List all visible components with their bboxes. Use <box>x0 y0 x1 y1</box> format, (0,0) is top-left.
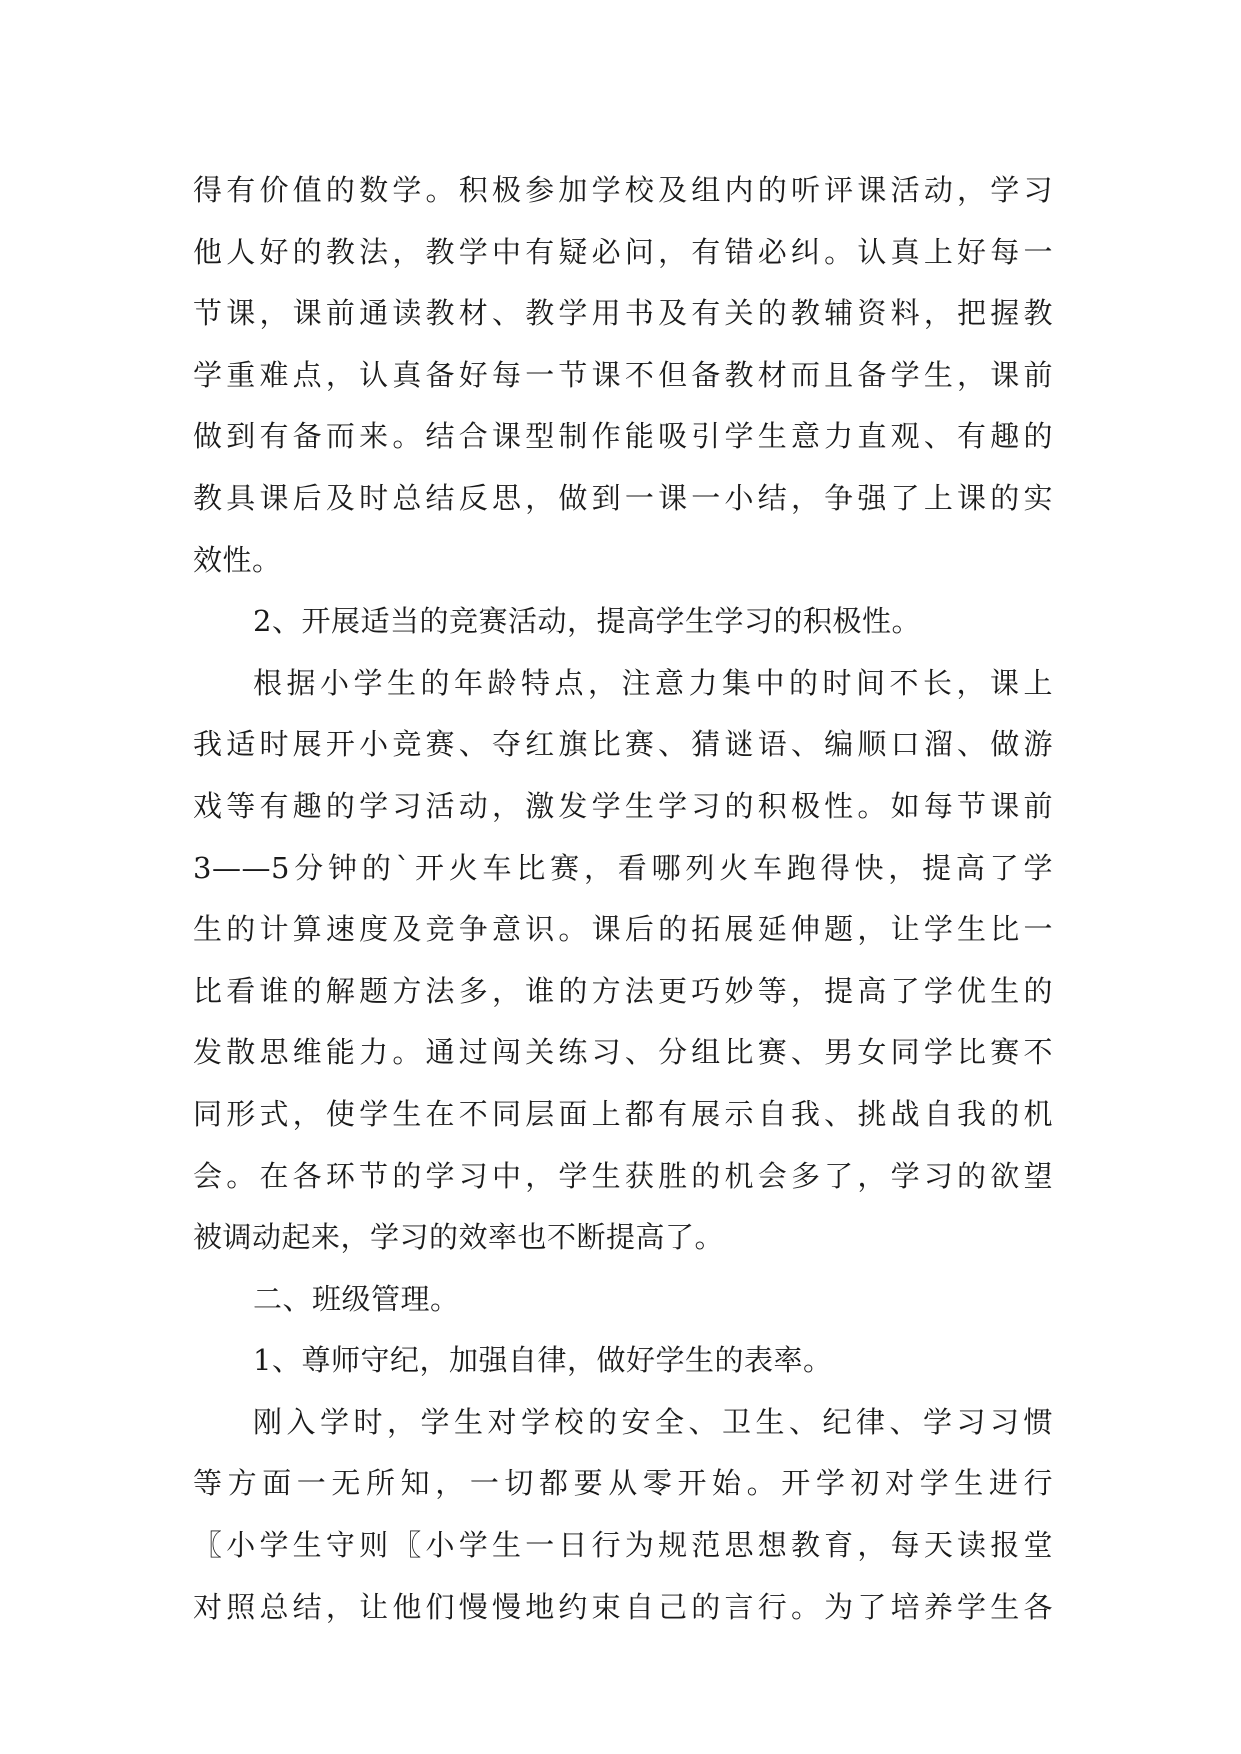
document-body <box>193 160 1053 1638</box>
text-line: 学重难点，认真备好每一节课不但备教材而且备学生，课前 <box>193 357 1053 392</box>
text-line: 根据小学生的年龄特点，注意力集中的时间不长，课上 <box>253 665 1053 700</box>
text-line: 〖小学生守则〖小学生一日行为规范思想教育，每天读报堂 <box>193 1528 1053 1563</box>
text-line: 二、班级管理。 <box>253 1281 460 1316</box>
text-line: 效性。 <box>193 542 282 577</box>
text-line: 等方面一无所知，一切都要从零开始。开学初对学生进行 <box>193 1466 1053 1501</box>
text-line: 做到有备而来。结合课型制作能吸引学生意力直观、有趣的 <box>193 419 1053 454</box>
text-line: 得有价值的数学。积极参加学校及组内的听评课活动，学习 <box>193 173 1053 207</box>
text-line: 被调动起来，学习的效率也不断提高了。 <box>193 1220 725 1255</box>
text-line: 他人好的教法，教学中有疑必问，有错必纠。认真上好每一 <box>193 234 1053 269</box>
text-line: 发散思维能力。通过闯关练习、分组比赛、男女同学比赛不 <box>193 1035 1053 1070</box>
text-line: 3——5分钟的`开火车比赛，看哪列火车跑得快，提高了学 <box>193 850 1053 885</box>
text-line: 同形式，使学生在不同层面上都有展示自我、挑战自我的机 <box>193 1096 1053 1131</box>
text-line: 对照总结，让他们慢慢地约束自己的言行。为了培养学生各 <box>193 1589 1053 1624</box>
text-line: 生的计算速度及竞争意识。课后的拓展延伸题，让学生比一 <box>193 912 1053 947</box>
text-line: 会。在各环节的学习中，学生获胜的机会多了，学习的欲望 <box>193 1158 1053 1193</box>
text-line: 2、开展适当的竞赛活动，提高学生学习的积极性。 <box>253 604 921 639</box>
text-line: 戏等有趣的学习活动，激发学生学习的积极性。如每节课前 <box>193 788 1053 823</box>
text-line: 比看谁的解题方法多，谁的方法更巧妙等，提高了学优生的 <box>193 973 1053 1008</box>
text-line: 节课，课前通读教材、教学用书及有关的教辅资料，把握教 <box>193 296 1053 331</box>
text-line: 教具课后及时总结反思，做到一课一小结，争强了上课的实 <box>193 480 1053 515</box>
text-line: 刚入学时，学生对学校的安全、卫生、纪律、学习习惯 <box>253 1404 1053 1439</box>
text-line: 我适时展开小竞赛、夺红旗比赛、猜谜语、编顺口溜、做游 <box>193 727 1053 762</box>
text-line: 1、尊师守纪，加强自律，做好学生的表率。 <box>253 1343 833 1378</box>
